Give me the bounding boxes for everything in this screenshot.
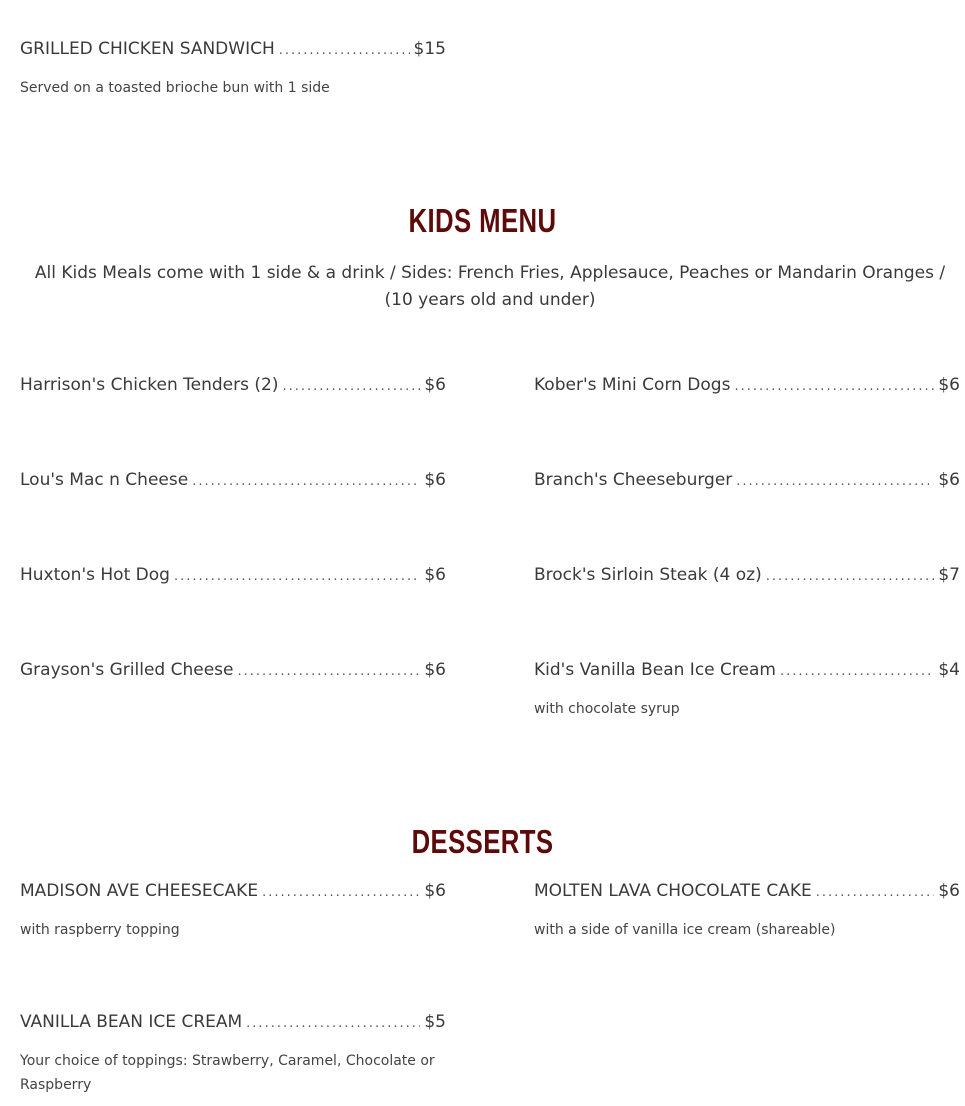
menu-item-line	[20, 374, 446, 398]
menu-item-line	[534, 469, 960, 493]
menu-item-line	[20, 659, 446, 683]
menu-item-mini-corn-dogs	[534, 374, 960, 398]
menu-item-price: $6	[424, 470, 446, 490]
menu-item-line	[20, 1011, 446, 1035]
menu-item-price: $15	[413, 39, 446, 59]
dot-leader	[736, 471, 934, 493]
dot-leader	[282, 376, 420, 398]
menu-item-grilled-chicken-sandwich	[20, 38, 446, 100]
menu-item-cheesecake	[20, 880, 446, 942]
menu-item-name: Huxton's Hot Dog	[20, 565, 170, 585]
menu-item-name: MOLTEN LAVA CHOCOLATE CAKE	[534, 881, 812, 901]
menu-item-price: $6	[424, 660, 446, 680]
menu-item-price: $5	[424, 1012, 446, 1032]
menu-item-line	[534, 374, 960, 398]
dot-leader	[279, 40, 410, 62]
menu-item-description: with chocolate syrup	[534, 701, 680, 717]
menu-item-price: $6	[938, 881, 960, 901]
menu-item-name: MADISON AVE CHEESECAKE	[20, 881, 259, 901]
kids-menu-intro: All Kids Meals come with 1 side & a drink / Sides: French Fries, Applesauce, Peaches or Mandarin Oranges / (10 years old and under)	[34, 263, 946, 310]
menu-item-line	[20, 38, 446, 62]
menu-item-price: $6	[424, 375, 446, 395]
menu-item-name: Branch's Cheeseburger	[534, 470, 733, 490]
menu-item-line	[20, 469, 446, 493]
menu-item-mac-n-cheese	[20, 469, 446, 493]
dot-leader	[780, 661, 934, 683]
dot-leader	[766, 566, 935, 588]
menu-item-price: $6	[424, 565, 446, 585]
menu-item-chicken-tenders	[20, 374, 446, 398]
menu-item-price: $4	[938, 660, 960, 680]
menu-item-name: Kid's Vanilla Bean Ice Cream	[534, 660, 776, 680]
dot-leader	[192, 471, 420, 493]
dot-leader	[246, 1013, 420, 1035]
menu-item-name: Lou's Mac n Cheese	[20, 470, 189, 490]
kids-menu-heading: KIDS MENU	[408, 202, 557, 239]
menu-item-sirloin-steak	[534, 564, 960, 588]
menu-item-description: with raspberry topping	[20, 922, 180, 938]
menu-item-vanilla-ice-cream	[20, 1011, 446, 1097]
menu-item-name: Brock's Sirloin Steak (4 oz)	[534, 565, 762, 585]
menu-item-line	[534, 880, 960, 904]
menu-item-line	[534, 659, 960, 683]
menu-item-cheeseburger	[534, 469, 960, 493]
desserts-heading: DESSERTS	[411, 823, 554, 860]
menu-item-price: $6	[938, 470, 960, 490]
menu-item-lava-cake	[534, 880, 960, 942]
menu-item-price: $7	[938, 565, 960, 585]
menu-item-name: Harrison's Chicken Tenders (2)	[20, 375, 279, 395]
menu-item-description: Your choice of toppings: Strawberry, Caramel, Chocolate or Raspberry	[20, 1053, 435, 1093]
dot-leader	[262, 882, 420, 904]
menu-item-name: Kober's Mini Corn Dogs	[534, 375, 731, 395]
dot-leader	[237, 661, 420, 683]
menu-item-line	[20, 880, 446, 904]
menu-item-name: VANILLA BEAN ICE CREAM	[20, 1012, 243, 1032]
menu-item-name: GRILLED CHICKEN SANDWICH	[20, 39, 275, 59]
menu-item-name: Grayson's Grilled Cheese	[20, 660, 234, 680]
menu-item-grilled-cheese	[20, 659, 446, 683]
menu-item-kids-ice-cream	[534, 659, 960, 721]
menu-item-hot-dog	[20, 564, 446, 588]
menu-item-line	[534, 564, 960, 588]
dot-leader	[174, 566, 420, 588]
menu-item-line	[20, 564, 446, 588]
dot-leader	[734, 376, 934, 398]
dot-leader	[816, 882, 935, 904]
menu-item-description: Served on a toasted brioche bun with 1 side	[20, 80, 330, 96]
menu-item-price: $6	[424, 881, 446, 901]
menu-item-description: with a side of vanilla ice cream (shareable)	[534, 922, 836, 938]
menu-item-price: $6	[938, 375, 960, 395]
